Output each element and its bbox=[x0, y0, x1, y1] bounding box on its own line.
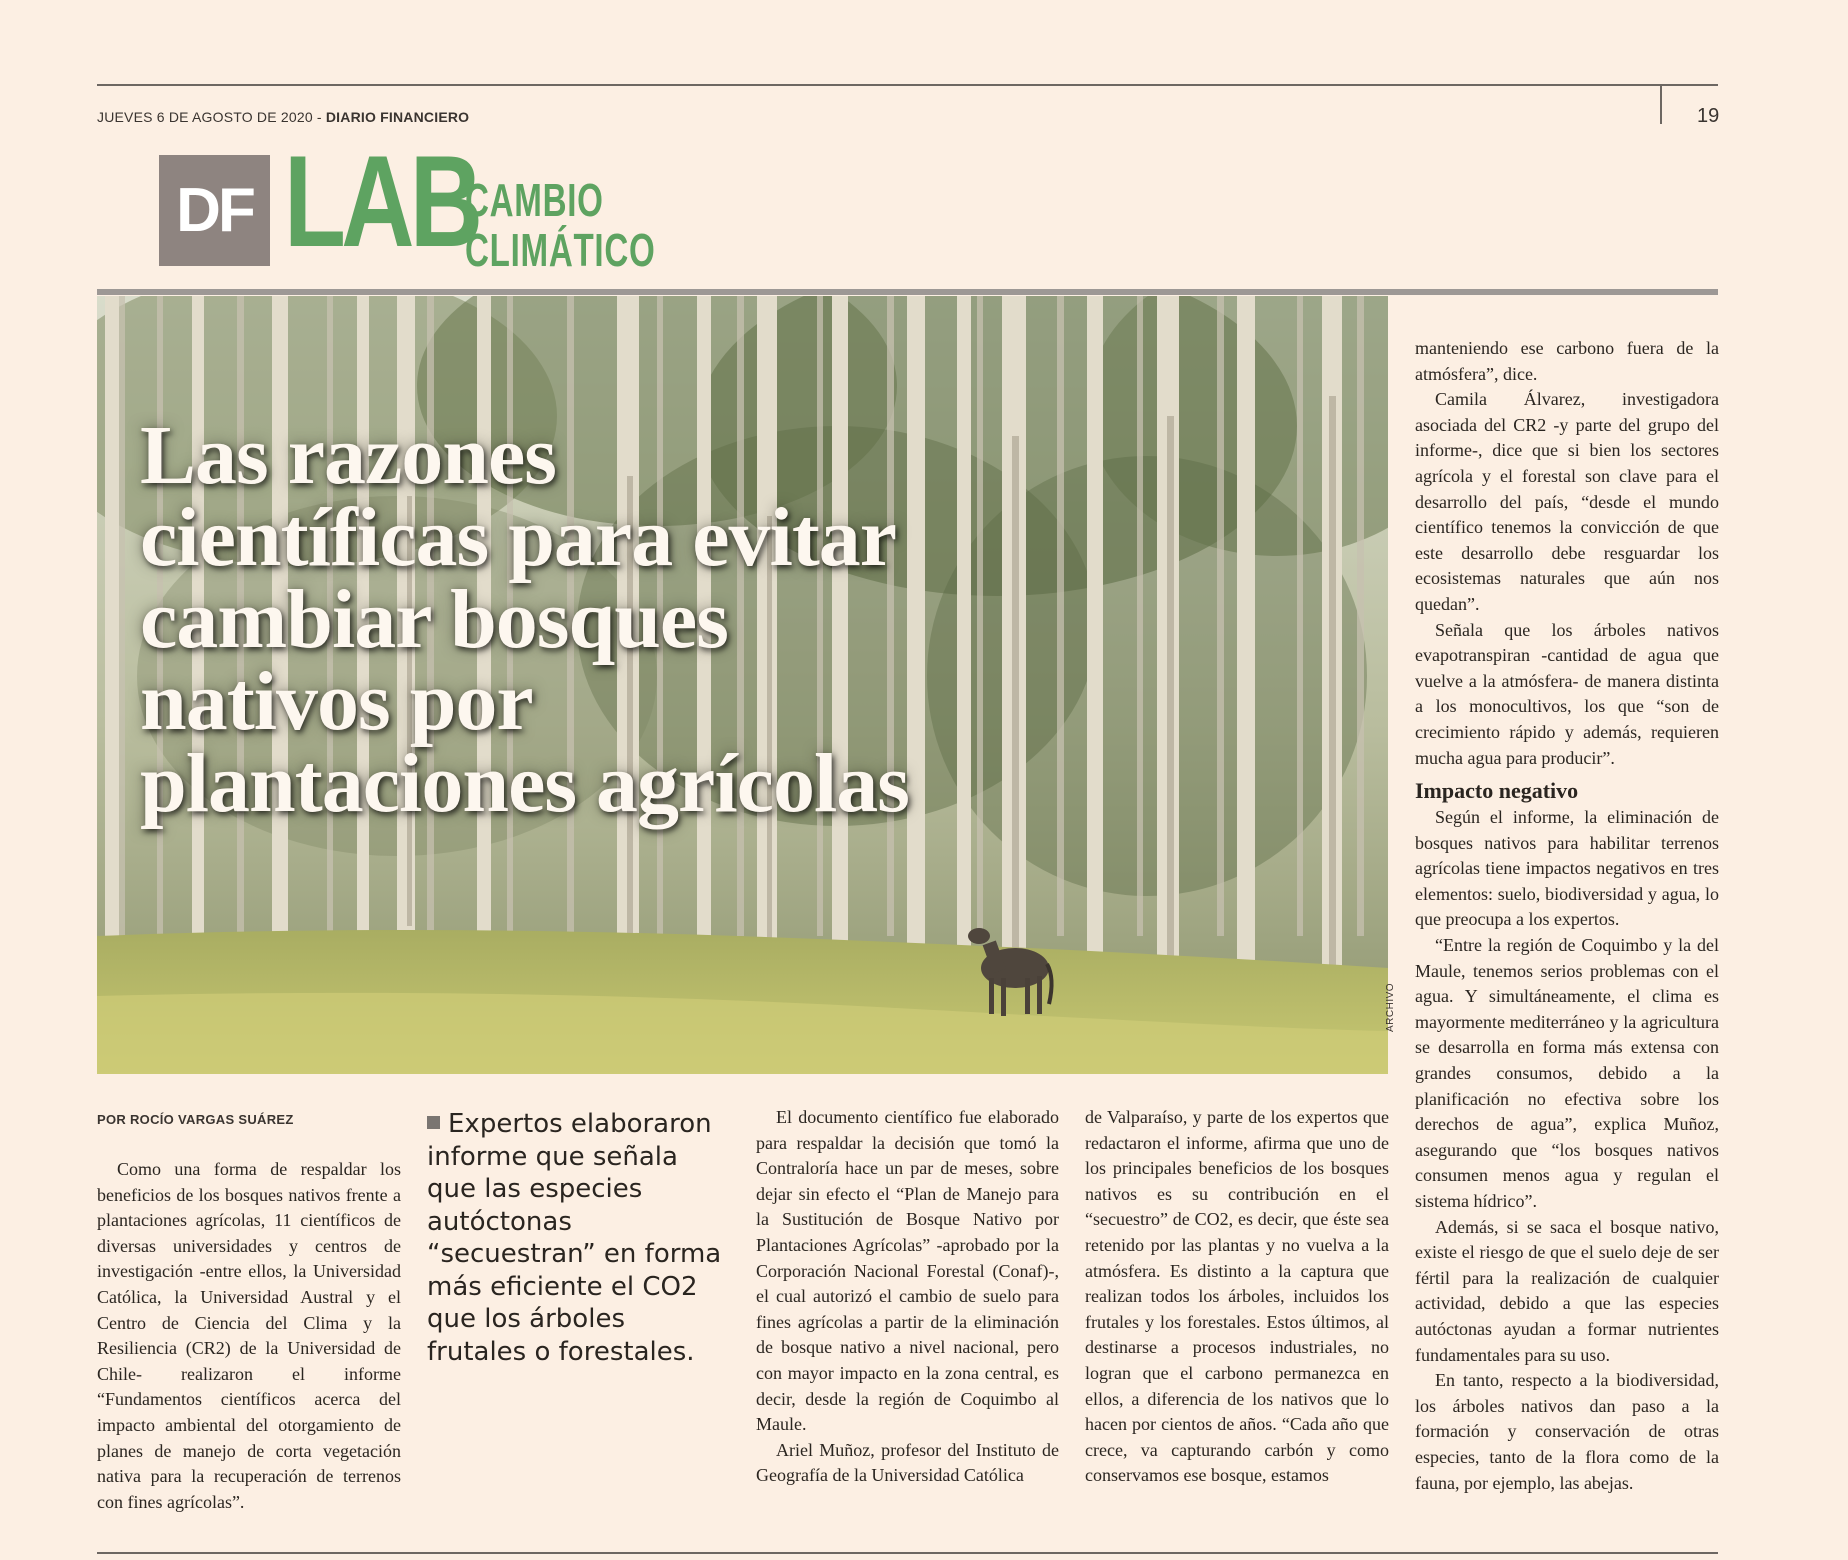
paragraph: En tanto, respecto a la biodiversidad, los árboles nativos dan paso a la formación y conservación de otras especies, tanto de la flora como de la fauna, por ejemplo, las abejas. bbox=[1415, 1370, 1719, 1493]
deck bbox=[427, 1108, 727, 1368]
photo-credit: ARCHIVO bbox=[1385, 982, 1396, 1032]
paragraph: Ariel Muñoz, profesor del Instituto de Geografía de la Universidad Católica bbox=[756, 1439, 1059, 1486]
publication-name: DIARIO FINANCIERO bbox=[325, 109, 470, 125]
column-5 bbox=[1415, 336, 1719, 1496]
photo-top-rule bbox=[97, 289, 1718, 295]
deck-text: Expertos elaboraron informe que señala que las especies autóctonas “secuestran” en forma más eficiente el CO2 que los árboles frutales o forestales. bbox=[427, 1109, 722, 1367]
date-text: JUEVES 6 DE AGOSTO DE 2020 - bbox=[97, 109, 326, 125]
section-line-1: CAMBIO bbox=[465, 174, 604, 226]
subheading: Impacto negativo bbox=[1415, 778, 1579, 804]
paragraph: Como una forma de respaldar los beneficios de los bosques nativos frente a plantaciones agrícolas, 11 científicos de diversas universidades y centros de investigación -entre ellos, la Universidad Católica, la Universidad Austral y el Centro de Ciencia del Clima y la Resiliencia (CR2) de la Universidad de Chile- realizaron el informe “Fundamentos científicos acerca del impacto ambiental del otorgamiento de planes de manejo de corta vegetación nativa para la recuperación de terrenos con fines agrícolas”. bbox=[97, 1159, 401, 1512]
byline: POR ROCÍO VARGAS SUÁREZ bbox=[97, 1112, 294, 1127]
section-title bbox=[465, 175, 655, 275]
paragraph: manteniendo ese carbono fuera de la atmósfera”, dice. bbox=[1415, 338, 1719, 384]
page-number: 19 bbox=[1697, 105, 1720, 127]
paragraph: Camila Álvarez, investigadora asociada del CR2 -y parte del grupo del informe-, dice que si bien los sectores agrícola y el forestal son clave para el desarrollo del país, “desde el mundo científico tenemos la convicción de que este desarrollo debe resguardar los ecosistemas naturales que aún nos quedan”. bbox=[1415, 389, 1719, 614]
lab-logo: LAB bbox=[284, 128, 479, 274]
df-logo: DF bbox=[159, 155, 270, 266]
paragraph: Además, si se saca el bosque nativo, existe el riesgo de que el suelo deje de ser fértil para la realización de cualquier actividad, debido a que las especies autóctonas ayudan a formar nutrientes fundamentales para su uso. bbox=[1415, 1216, 1719, 1365]
section-line-2: CLIMÁTICO bbox=[465, 224, 656, 276]
page-number-divider bbox=[1660, 84, 1662, 124]
column-1 bbox=[97, 1157, 401, 1515]
headline: Las razones científicas para evitar cambiar bosques nativos por plantaciones agrícolas bbox=[140, 409, 909, 830]
bullet-square-icon bbox=[427, 1116, 440, 1129]
paragraph: Según el informe, la eliminación de bosques nativos para habilitar terrenos agrícolas tiene impactos negativos en tres elementos: suelo, biodiversidad y agua, lo que preocupa a los expertos. bbox=[1415, 807, 1719, 930]
paragraph: de Valparaíso, y parte de los expertos que redactaron el informe, afirma que uno de los principales beneficios de los bosques nativos es su contribución en el “secuestro” de CO2, es decir, que éste sea retenido por las plantas y no vuelva a la atmósfera. Es distinto a la captura que realizan todos los árboles, incluidos los frutales y los forestales. Estos últimos, al destinarse a procesos industriales, no logran que el carbono permanezca en ellos, a diferencia de los nativos que lo hacen por cientos de años. “Cada año que crece, va capturando carbón y como conservamos ese bosque, estamos bbox=[1085, 1107, 1389, 1486]
paragraph: Señala que los árboles nativos evapotranspiran -cantidad de agua que vuelve a la atmósfera- de manera distinta a los monocultivos, los que “son de crecimiento rápido y además, requieren mucha agua para producir”. bbox=[1415, 619, 1719, 768]
paragraph: El documento científico fue elaborado para respaldar la decisión que tomó la Contraloría hace un par de meses, sobre dejar sin efecto el “Plan de Manejo para la Sustitución de Bosque Nativo por Plantaciones Agrícolas” -aprobado por la Corporación Nacional Forestal (Conaf)-, el cual autorizó el cambio de suelo para fines agrícolas a partir de la eliminación de bosque nativo a nivel nacional, pero con mayor impacto en la zona central, es decir, desde la región de Coquimbo al Maule. bbox=[756, 1107, 1059, 1435]
bottom-rule bbox=[97, 1552, 1718, 1554]
column-3 bbox=[756, 1105, 1059, 1489]
top-rule bbox=[97, 84, 1718, 86]
paragraph: “Entre la región de Coquimbo y la del Maule, tenemos serios problemas con el agua. Y simultáneamente, el clima es mayormente mediterráneo y la agricultura se desarrolla en forma más extensa con grandes consumos, debido a la planificación no efectiva sobre los derechos de agua”, explica Muñoz, asegurando que “los bosques nativos consumen menos agua y regulan el sistema hídrico”. bbox=[1415, 935, 1719, 1211]
dateline bbox=[97, 109, 469, 125]
column-4 bbox=[1085, 1105, 1389, 1489]
